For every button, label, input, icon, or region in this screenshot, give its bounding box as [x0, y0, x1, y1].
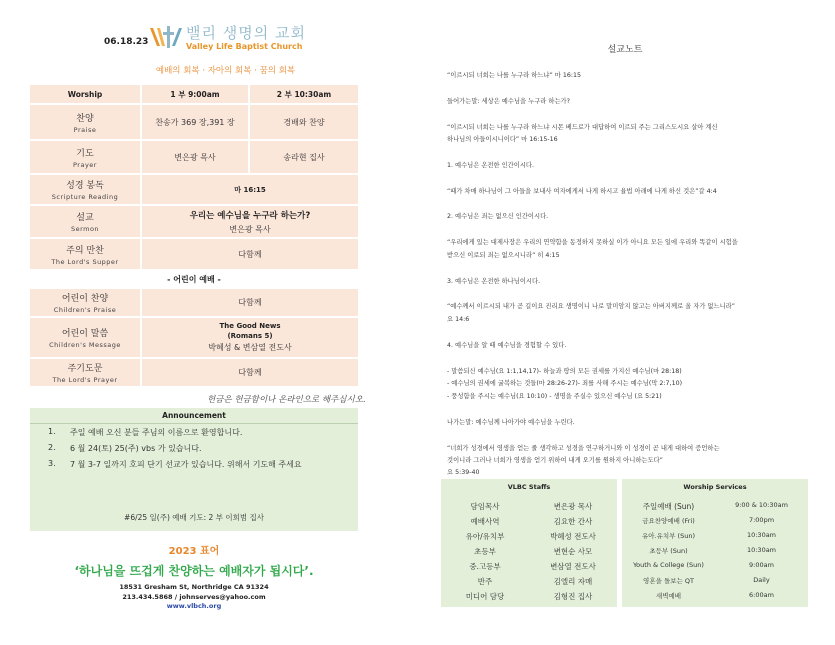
note-line: - 말씀되신 예수님(요 1:1,14,17)- 하늘과 땅의 모든 권세를 가지신 예수님(마 28:18) [447, 368, 682, 375]
note-line: 3. 예수님은 온전한 하나님이시다. [447, 278, 541, 285]
lords-supper-value: 다함께 [142, 239, 358, 269]
note-line: 받으신 이로되 죄는 없으시니라” 히 4:15 [447, 252, 560, 259]
lords-prayer-label: 주기도문 The Lord's Prayer [30, 359, 140, 386]
children-praise-label: 어린이 찬양 Children's Praise [30, 289, 140, 316]
praise-row [30, 105, 358, 139]
praise-first-service: 찬송가 369 장,391 장 [142, 105, 248, 139]
service-row: 유아.유치부 (Sun) 10:30am [642, 531, 777, 540]
praise-second-service: 경배와 찬양 [250, 105, 358, 139]
children-message-detail [142, 318, 358, 357]
note-line: 것이니라 그러나 너희가 영생을 얻기 위하여 내게 오기를 원하지 아니하는도다” [447, 457, 663, 464]
sermon-row [30, 206, 358, 237]
staff-row: 초등부 변현순 사모 [474, 547, 593, 556]
year-theme-motto: ‘하나님을 뜨겁게 찬양하는 예배자가 됩시다’. [74, 564, 314, 578]
service-row: 새벽예배 6:00am [655, 591, 774, 600]
note-line: 1. 예수님은 온전한 인간이시다. [447, 162, 535, 169]
scripture-label: 성경 봉독 Scripture Reading [30, 175, 140, 204]
staff-row: 반주 김엘리 자매 [477, 577, 593, 586]
bulletin-date: 06.18.23 [104, 37, 149, 47]
children-message-label: 어린이 말씀 Children's Message [30, 318, 140, 357]
note-line: “이르시되 너희는 나를 누구라 하느냐” 마 16:15 [447, 72, 582, 79]
church-address [30, 583, 358, 612]
church-logo-icon [148, 24, 184, 50]
children-message-speaker: 박혜성 & 변삼열 전도사 [208, 343, 292, 352]
announcement-list [48, 427, 302, 475]
first-service-header: 1 부 9:00am [142, 85, 248, 103]
prayer-row [30, 141, 358, 173]
website-link[interactable]: www.vlbch.org [166, 602, 222, 610]
children-message-row [30, 318, 358, 357]
note-line: 4. 예수님을 알 때 예수님을 경험할 수 있다. [447, 342, 567, 349]
note-line: “이르시되 너희는 나를 누구라 하느냐 시몬 베드로가 대답하여 이르되 주는 그리스도시요 살아 계신 [447, 124, 718, 131]
prayer-label: 기도 Prayer [30, 141, 140, 173]
children-praise-row [30, 289, 358, 316]
note-line: 하나님의 아들이시니이다” 마 16:15-16 [447, 136, 558, 143]
prayer-second-service: 송라현 집사 [250, 141, 358, 173]
note-line: 요 5:39-40 [447, 469, 480, 476]
service-row: 영혼을 돌보는 QT Daily [643, 576, 770, 585]
note-line: “너희가 성경에서 영생을 얻는 줄 생각하고 성경을 연구하거니와 이 성경이 곧 내게 대하여 증언하는 [447, 445, 720, 452]
worship-services-box [622, 479, 808, 607]
staff-title: VLBC Staffs [507, 483, 551, 491]
offering-note: 헌금은 헌금함이나 온라인으로 해주십시오. [207, 395, 366, 405]
service-row: 초등부 (Sun) 10:30am [649, 546, 777, 555]
scripture-row [30, 175, 358, 204]
staff-row: 미디어 담당 김형진 집사 [465, 592, 593, 601]
praise-label: 찬양 Praise [30, 105, 140, 139]
staff-and-services [441, 479, 808, 607]
note-line: 나가는말: 예수님께 나아가야 예수님을 누린다. [447, 419, 575, 426]
service-row: 주일예배 (Sun) 9:00 & 10:30am [642, 501, 788, 511]
staff-box [441, 479, 617, 607]
announcement-box [30, 408, 358, 531]
contact-info: 213.434.5868 / johnserves@yahoo.com [122, 592, 266, 601]
lords-supper-row [30, 239, 358, 269]
service-row: 금요찬양예배 (Fri) 7:00pm [642, 516, 775, 525]
street-address: 18531 Gresham St, Northridge CA 91324 [119, 583, 269, 591]
prayer-duty: #6/25 일(주) 예배 기도: 2 부 이희범 집사 [124, 513, 264, 522]
year-theme-title: 2023 표어 [168, 546, 220, 557]
sermon-title: 우리는 예수님을 누구라 하는가? [189, 210, 311, 221]
lords-supper-label: 주의 만찬 The Lord's Supper [30, 239, 140, 269]
announcement-title: Announcement [30, 411, 358, 424]
church-name-korean: 밸리 생명의 교회 [186, 24, 306, 42]
staff-row: 담임목사 변은광 목사 [470, 502, 593, 511]
staff-row: 유아/유치부 박혜성 전도사 [465, 532, 596, 541]
staff-row: 중.고등부 변삼열 전도사 [469, 562, 596, 571]
staff-row: 예배사역 김요한 간사 [470, 517, 593, 526]
announcement-item: 3. 7 월 3-7 일까지 호피 단기 선교가 있습니다. 위해서 기도해 주세요 [48, 459, 302, 469]
prayer-first-service: 변은광 목사 [142, 141, 248, 173]
note-line: - 예수님의 권세에 굴복하는 것들(마 28:26-27)- 죄를 사해 주시는 예수님(막 2:7,10) [447, 380, 683, 387]
service-row: Youth & College (Sun) 9:00am [633, 561, 774, 569]
worship-header-row [30, 85, 358, 103]
worship-header-label: Worship [30, 85, 140, 103]
sermon-notes-title: 설교노트 [607, 45, 643, 55]
note-line: “때가 차매 하나님이 그 아들을 보내사 여자에게서 나게 하시고 율법 아래에 나게 하신 것은”갈 4:4 [447, 188, 717, 195]
announcement-item: 1. 주일 예배 오신 분들 주님의 이름으로 환영합니다. [48, 427, 243, 437]
sermon-detail [142, 206, 358, 237]
note-line: 들어가는말: 세상은 예수님을 누구라 하는가? [447, 98, 570, 105]
children-worship-title: - 어린이 예배 - [167, 274, 221, 284]
note-line: 요 14:6 [447, 316, 470, 323]
scripture-reference: 마 16:15 [142, 175, 358, 204]
children-praise-value: 다함께 [142, 289, 358, 316]
children-message-ref: (Romans 5) [227, 332, 273, 340]
church-motto: 예배의 회복 · 자아의 회복 · 꿈의 회복 [155, 66, 296, 76]
sermon-label: 설교 Sermon [30, 206, 140, 237]
lords-prayer-value: 다함께 [142, 359, 358, 386]
note-line: “우리에게 있는 대제사장은 우리의 연약함을 동정하지 못하실 이가 아니요 모든 일에 우리와 똑같이 시험을 [447, 239, 738, 246]
lords-prayer-row [30, 359, 358, 386]
services-title: Worship Services [683, 483, 747, 491]
worship-order-table [30, 85, 358, 388]
sermon-preacher: 변은광 목사 [229, 224, 271, 234]
church-name-english: Valley Life Baptist Church [186, 42, 303, 51]
children-message-title: The Good News [219, 322, 281, 330]
second-service-header: 2 부 10:30am [250, 85, 358, 103]
announcement-item: 2. 6 월 24(토) 25(주) vbs 가 있습니다. [48, 443, 202, 453]
note-line: 2. 예수님은 죄는 없으신 인간이시다. [447, 213, 549, 220]
note-line: - 풍성함을 주시는 예수님(요 10:10) - 생명을 주실수 있으신 예수님 (요 5:21) [447, 393, 662, 400]
note-line: “예수께서 이르시되 내가 곧 길이요 진리요 생명이니 나로 말미암지 않고는 아버지께로 올 자가 없느니라” [447, 303, 736, 310]
